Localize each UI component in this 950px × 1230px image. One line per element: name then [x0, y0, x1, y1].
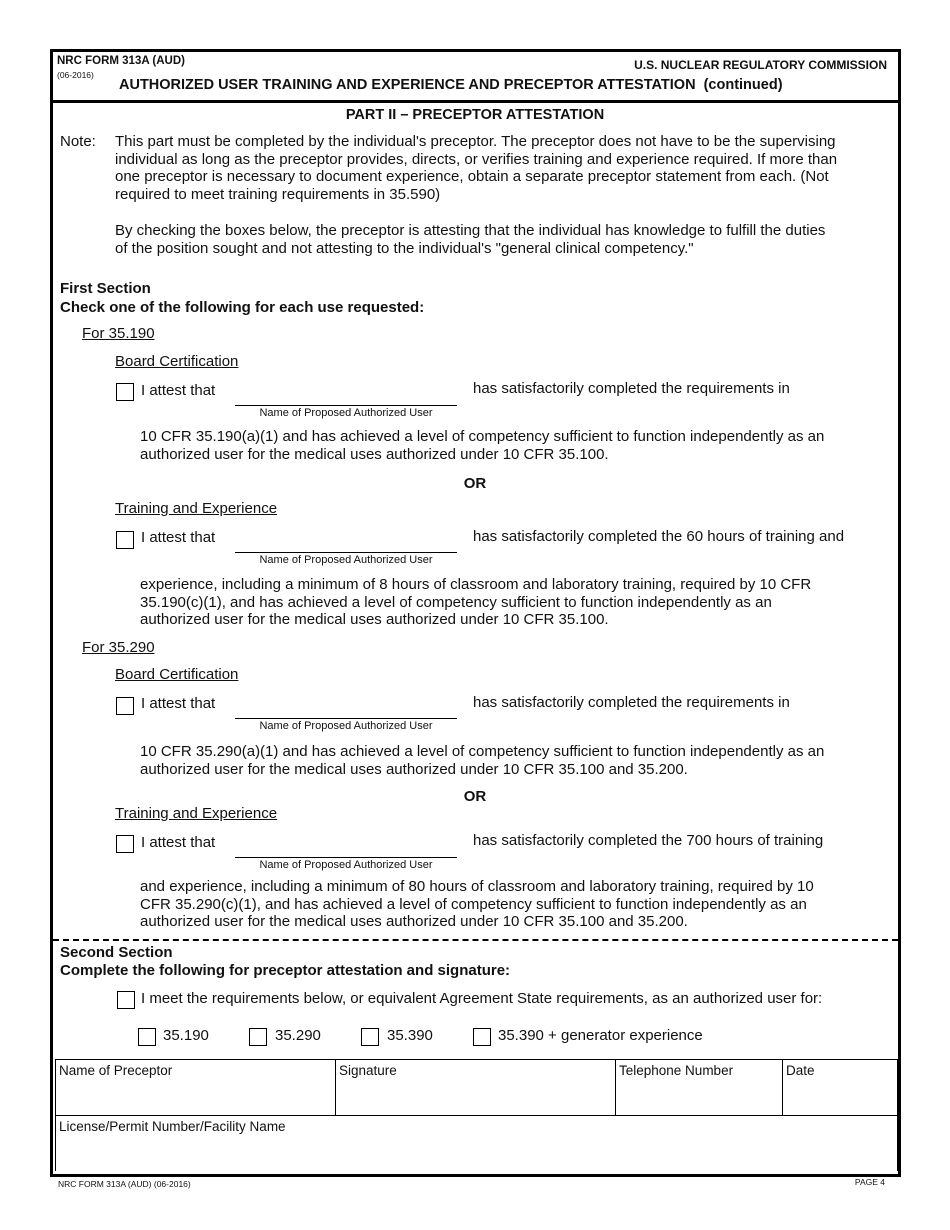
checkbox-290-board[interactable]: [116, 697, 134, 715]
checkbox-190-board[interactable]: [116, 383, 134, 401]
checkbox-option-35-290[interactable]: [249, 1028, 267, 1046]
body-line: experience, including a minimum of 8 hours of classroom and laboratory training, required by 10 CFR: [140, 576, 812, 593]
note-label: Note:: [60, 133, 96, 150]
signature-field[interactable]: [335, 1059, 616, 1116]
attest-body-290-board: [140, 743, 824, 778]
checkbox-option-35-390[interactable]: [361, 1028, 379, 1046]
note-line: By checking the boxes below, the preceptor is attesting that the individual has knowledge to fulfill the duties: [115, 222, 826, 239]
checkbox-meet-requirements[interactable]: [117, 991, 135, 1009]
checkbox-option-35-390-generator[interactable]: [473, 1028, 491, 1046]
field-label: Name of Preceptor: [59, 1063, 173, 1078]
attest-label: I attest that: [141, 529, 216, 546]
meet-requirements-text: I meet the requirements below, or equivalent Agreement State requirements, as an authorized user for:: [141, 990, 823, 1007]
te-heading-290: Training and Experience: [115, 805, 278, 822]
second-section-instruction: Complete the following for preceptor attestation and signature:: [60, 962, 511, 979]
part-title: PART II – PRECEPTOR ATTESTATION: [345, 107, 605, 123]
field-label: Date: [786, 1063, 815, 1078]
body-line: 10 CFR 35.190(a)(1) and has achieved a level of competency sufficient to function independently as an: [140, 428, 825, 445]
body-line: and experience, including a minimum of 80 hours of classroom and laboratory training, required by 10: [140, 878, 814, 895]
field-label: Signature: [339, 1063, 397, 1078]
attest-label: I attest that: [141, 695, 216, 712]
option-label: 35.290: [275, 1027, 321, 1044]
body-line: 35.190(c)(1), and has achieved a level of competency sufficient to function independently as an: [140, 593, 772, 611]
note-line: of the position sought and not attesting to the individual's "general clinical competency.": [115, 239, 694, 257]
name-input-190-te[interactable]: [235, 552, 457, 553]
checkbox-290-te[interactable]: [116, 835, 134, 853]
option-label: 35.390: [387, 1027, 433, 1044]
attest-body-290-te: [140, 878, 814, 931]
body-line: authorized user for the medical uses authorized under 10 CFR 35.100 and 35.200.: [140, 913, 688, 930]
field-label: License/Permit Number/Facility Name: [59, 1119, 286, 1134]
first-section-instruction: Check one of the following for each use requested:: [60, 299, 425, 316]
attest-right-text: has satisfactorily completed the requirements in: [473, 694, 790, 711]
field-label: Telephone Number: [619, 1063, 734, 1078]
option-label: 35.190: [163, 1027, 209, 1044]
date-field[interactable]: [782, 1059, 898, 1116]
name-input-290-board[interactable]: [235, 718, 457, 719]
option-label: 35.390 + generator experience: [498, 1027, 703, 1044]
name-sublabel: Name of Proposed Authorized User: [259, 859, 433, 871]
footer-form: NRC FORM 313A (AUD) (06-2016): [58, 1179, 191, 1189]
note-line: required to meet training requirements in 35.590): [115, 185, 441, 203]
form-date: (06-2016): [57, 70, 94, 80]
second-section-title: Second Section: [60, 944, 173, 961]
checkbox-option-35-190[interactable]: [138, 1028, 156, 1046]
attest-label: I attest that: [141, 834, 216, 851]
te-heading-190: Training and Experience: [115, 500, 278, 517]
preceptor-name-field[interactable]: [55, 1059, 336, 1116]
body-line: authorized user for the medical uses authorized under 10 CFR 35.100.: [140, 611, 609, 628]
attest-right-text: has satisfactorily completed the 60 hours of training and: [473, 528, 845, 545]
name-input-190-board[interactable]: [235, 405, 457, 406]
attest-right-text: has satisfactorily completed the requirements in: [473, 380, 790, 397]
first-section-title: First Section: [60, 280, 151, 297]
checkbox-190-te[interactable]: [116, 531, 134, 549]
name-sublabel: Name of Proposed Authorized User: [259, 407, 433, 419]
form-title: AUTHORIZED USER TRAINING AND EXPERIENCE AND PRECEPTOR ATTESTATION (continued): [119, 77, 783, 93]
body-line: authorized user for the medical uses authorized under 10 CFR 35.100.: [140, 445, 609, 463]
attest-label: I attest that: [141, 382, 216, 399]
note-line: individual as long as the preceptor provides, directs, or verifies training and experience required. If more than: [115, 150, 838, 168]
agency-name: U.S. NUCLEAR REGULATORY COMMISSION: [634, 58, 887, 72]
note-paragraph-1: [115, 133, 837, 203]
note-paragraph-2: [115, 222, 825, 257]
body-line: CFR 35.290(c)(1), and has achieved a level of competency sufficient to function independently as an: [140, 895, 807, 913]
or-divider: OR: [463, 475, 487, 492]
name-sublabel: Name of Proposed Authorized User: [259, 720, 433, 732]
header-divider: [53, 100, 898, 103]
attest-body-190-board: [140, 428, 824, 463]
license-facility-field[interactable]: [55, 1115, 898, 1171]
or-divider: OR: [463, 788, 487, 805]
page-number: PAGE 4: [854, 1177, 885, 1187]
name-input-290-te[interactable]: [235, 857, 457, 858]
section-divider: [53, 939, 898, 941]
note-line: This part must be completed by the individual's preceptor. The preceptor does not have to be the supervising: [115, 133, 836, 150]
attest-right-text: has satisfactorily completed the 700 hours of training: [473, 832, 824, 849]
board-cert-heading-290: Board Certification: [115, 666, 239, 683]
heading-35-290: For 35.290: [82, 639, 155, 656]
name-sublabel: Name of Proposed Authorized User: [259, 554, 433, 566]
attest-body-190-te: [140, 576, 811, 629]
note-line: one preceptor is necessary to document experience, obtain a separate preceptor statement from each. (Not: [115, 168, 829, 185]
form-id: NRC FORM 313A (AUD): [57, 55, 185, 67]
body-line: authorized user for the medical uses authorized under 10 CFR 35.100 and 35.200.: [140, 760, 688, 778]
heading-35-190: For 35.190: [82, 325, 155, 342]
board-cert-heading-190: Board Certification: [115, 353, 239, 370]
body-line: 10 CFR 35.290(a)(1) and has achieved a level of competency sufficient to function independently as an: [140, 743, 825, 760]
telephone-field[interactable]: [615, 1059, 783, 1116]
